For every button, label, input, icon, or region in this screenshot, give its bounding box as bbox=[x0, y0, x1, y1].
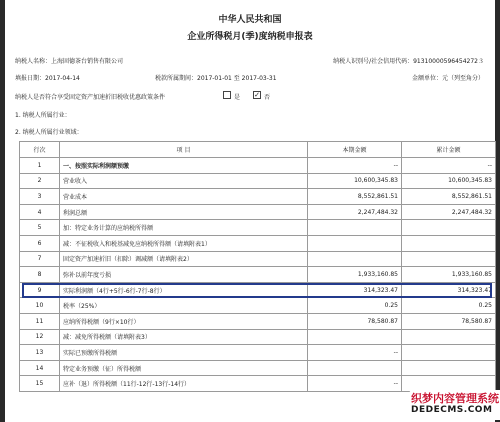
table-row bbox=[20, 329, 496, 345]
row-current-amount[interactable] bbox=[308, 329, 402, 345]
row-number: 7 bbox=[20, 251, 60, 267]
row-current-amount[interactable]: 2,247,484.32 bbox=[308, 204, 402, 220]
row-item: 营业成本 bbox=[60, 189, 308, 205]
table-row bbox=[20, 158, 496, 174]
highlight-box-row-8 bbox=[22, 283, 492, 298]
row-current-amount[interactable]: 78,580.87 bbox=[308, 313, 402, 329]
taxpayer-name: 纳税人名称：上海固德茶台销售有限公司 bbox=[15, 58, 124, 65]
row-number: 2 bbox=[20, 173, 60, 189]
row-item: 弥补以前年度亏损 bbox=[60, 267, 308, 283]
row-current-amount[interactable] bbox=[308, 251, 402, 267]
form-title-country: 中华人民共和国 bbox=[218, 15, 282, 25]
row-current-amount[interactable]: 0.25 bbox=[308, 298, 402, 314]
row-current-amount[interactable]: -- bbox=[308, 158, 402, 174]
tax-table bbox=[19, 141, 496, 392]
row-item: 一、按照实际利润额预缴 bbox=[60, 158, 308, 174]
row-item: 利润总额 bbox=[60, 204, 308, 220]
row-accumulated-amount[interactable] bbox=[402, 235, 496, 251]
row-accumulated-amount[interactable]: 78,580.87 bbox=[402, 313, 496, 329]
table-row bbox=[20, 251, 496, 267]
row-number: 15 bbox=[20, 376, 60, 392]
header-accumulated-amount: 累计金额 bbox=[402, 142, 496, 158]
row-item: 加：特定业务计算的应纳税所得额 bbox=[60, 220, 308, 236]
no-checkbox[interactable]: ✓ bbox=[254, 91, 260, 99]
table-header-row bbox=[20, 142, 496, 158]
row-number: 8 bbox=[20, 267, 60, 283]
watermark-text: 织梦内容管理系统 bbox=[411, 392, 499, 405]
table-row bbox=[20, 204, 496, 220]
filing-date: 填报日期：2017-04-14 bbox=[15, 75, 80, 82]
tax-period: 税款所属期间：2017-01-01 至 2017-03-31 bbox=[155, 75, 277, 82]
industry-field-line: 2. 纳税人所属行业领域： bbox=[15, 129, 83, 136]
row-item: 营业收入 bbox=[60, 173, 308, 189]
row-accumulated-amount[interactable] bbox=[402, 220, 496, 236]
industry-line: 1. 纳税人所属行业： bbox=[15, 112, 71, 119]
row-current-amount[interactable] bbox=[308, 220, 402, 236]
row-item: 应纳所得税额（9行×10行） bbox=[60, 313, 308, 329]
header-item: 项 目 bbox=[60, 142, 308, 158]
row-accumulated-amount[interactable] bbox=[402, 251, 496, 267]
row-current-amount[interactable]: 314,323.47 bbox=[308, 282, 402, 298]
row-number: 12 bbox=[20, 329, 60, 345]
row-item: 减：减免所得税额（请填附表3） bbox=[60, 329, 308, 345]
watermark-domain: DEDECMS.COM bbox=[411, 405, 493, 415]
taxpayer-id: 纳税人识别号/社会信用代码：91310000596454272３ bbox=[333, 58, 484, 65]
row-number: 13 bbox=[20, 345, 60, 361]
row-accumulated-amount[interactable]: -- bbox=[402, 158, 496, 174]
table-row bbox=[20, 173, 496, 189]
row-accumulated-amount[interactable] bbox=[402, 345, 496, 361]
row-accumulated-amount[interactable]: 0.25 bbox=[402, 298, 496, 314]
row-current-amount[interactable]: -- bbox=[308, 345, 402, 361]
row-number: 14 bbox=[20, 360, 60, 376]
table-row bbox=[20, 235, 496, 251]
row-current-amount[interactable]: 1,933,160.85 bbox=[308, 267, 402, 283]
row-number: 1 bbox=[20, 158, 60, 174]
row-accumulated-amount[interactable] bbox=[402, 329, 496, 345]
row-item: 特定业务预缴（征）所得税额 bbox=[60, 360, 308, 376]
row-number: 3 bbox=[20, 189, 60, 205]
table-row bbox=[20, 267, 496, 283]
row-current-amount[interactable] bbox=[308, 235, 402, 251]
row-number: 4 bbox=[20, 204, 60, 220]
row-current-amount[interactable]: 8,552,861.51 bbox=[308, 189, 402, 205]
accelerated-depreciation-question: 纳税人是否符合享受固定资产加速折旧税收优惠政策条件 bbox=[15, 94, 166, 101]
row-number: 11 bbox=[20, 313, 60, 329]
row-item: 减：不征税收入和税基减免应纳税所得额（请填附表1） bbox=[60, 235, 308, 251]
row-item: 税率（25%） bbox=[60, 298, 308, 314]
row-item: 应补（退）所得税额（11行-12行-13行-14行） bbox=[60, 376, 308, 392]
row-accumulated-amount[interactable]: 8,552,861.51 bbox=[402, 189, 496, 205]
row-accumulated-amount[interactable]: 1,933,160.85 bbox=[402, 267, 496, 283]
form-title: 企业所得税月(季)度纳税申报表 bbox=[187, 32, 313, 42]
row-number: 10 bbox=[20, 298, 60, 314]
row-current-amount[interactable]: -- bbox=[308, 376, 402, 392]
amount-unit: 金额单位：元（列至角分） bbox=[411, 75, 484, 82]
header-row-no: 行次 bbox=[20, 142, 60, 158]
row-accumulated-amount[interactable]: 10,600,345.83 bbox=[402, 173, 496, 189]
row-accumulated-amount[interactable]: 2,247,484.32 bbox=[402, 204, 496, 220]
row-number: 9 bbox=[20, 282, 60, 298]
row-item: 实际已预缴所得税额 bbox=[60, 345, 308, 361]
row-number: 5 bbox=[20, 220, 60, 236]
yes-label: 是 bbox=[234, 94, 241, 101]
table-row bbox=[20, 298, 496, 314]
table-row bbox=[20, 360, 496, 376]
yes-checkbox[interactable] bbox=[223, 91, 231, 99]
table-row bbox=[20, 313, 496, 329]
row-accumulated-amount[interactable] bbox=[402, 360, 496, 376]
row-current-amount[interactable]: 10,600,345.83 bbox=[308, 173, 402, 189]
table-row bbox=[20, 345, 496, 361]
table-row bbox=[20, 189, 496, 205]
row-item: 固定资产加速折旧（扣除）调减额（请填附表2） bbox=[60, 251, 308, 267]
row-current-amount[interactable] bbox=[308, 360, 402, 376]
table-row bbox=[20, 220, 496, 236]
header-current-amount: 本期金额 bbox=[308, 142, 402, 158]
no-label: 否 bbox=[264, 94, 271, 101]
row-accumulated-amount[interactable]: 314,323.47 bbox=[402, 282, 496, 298]
row-item: 实际利润额（4行+5行-6行-7行-8行） bbox=[60, 282, 308, 298]
row-number: 6 bbox=[20, 235, 60, 251]
